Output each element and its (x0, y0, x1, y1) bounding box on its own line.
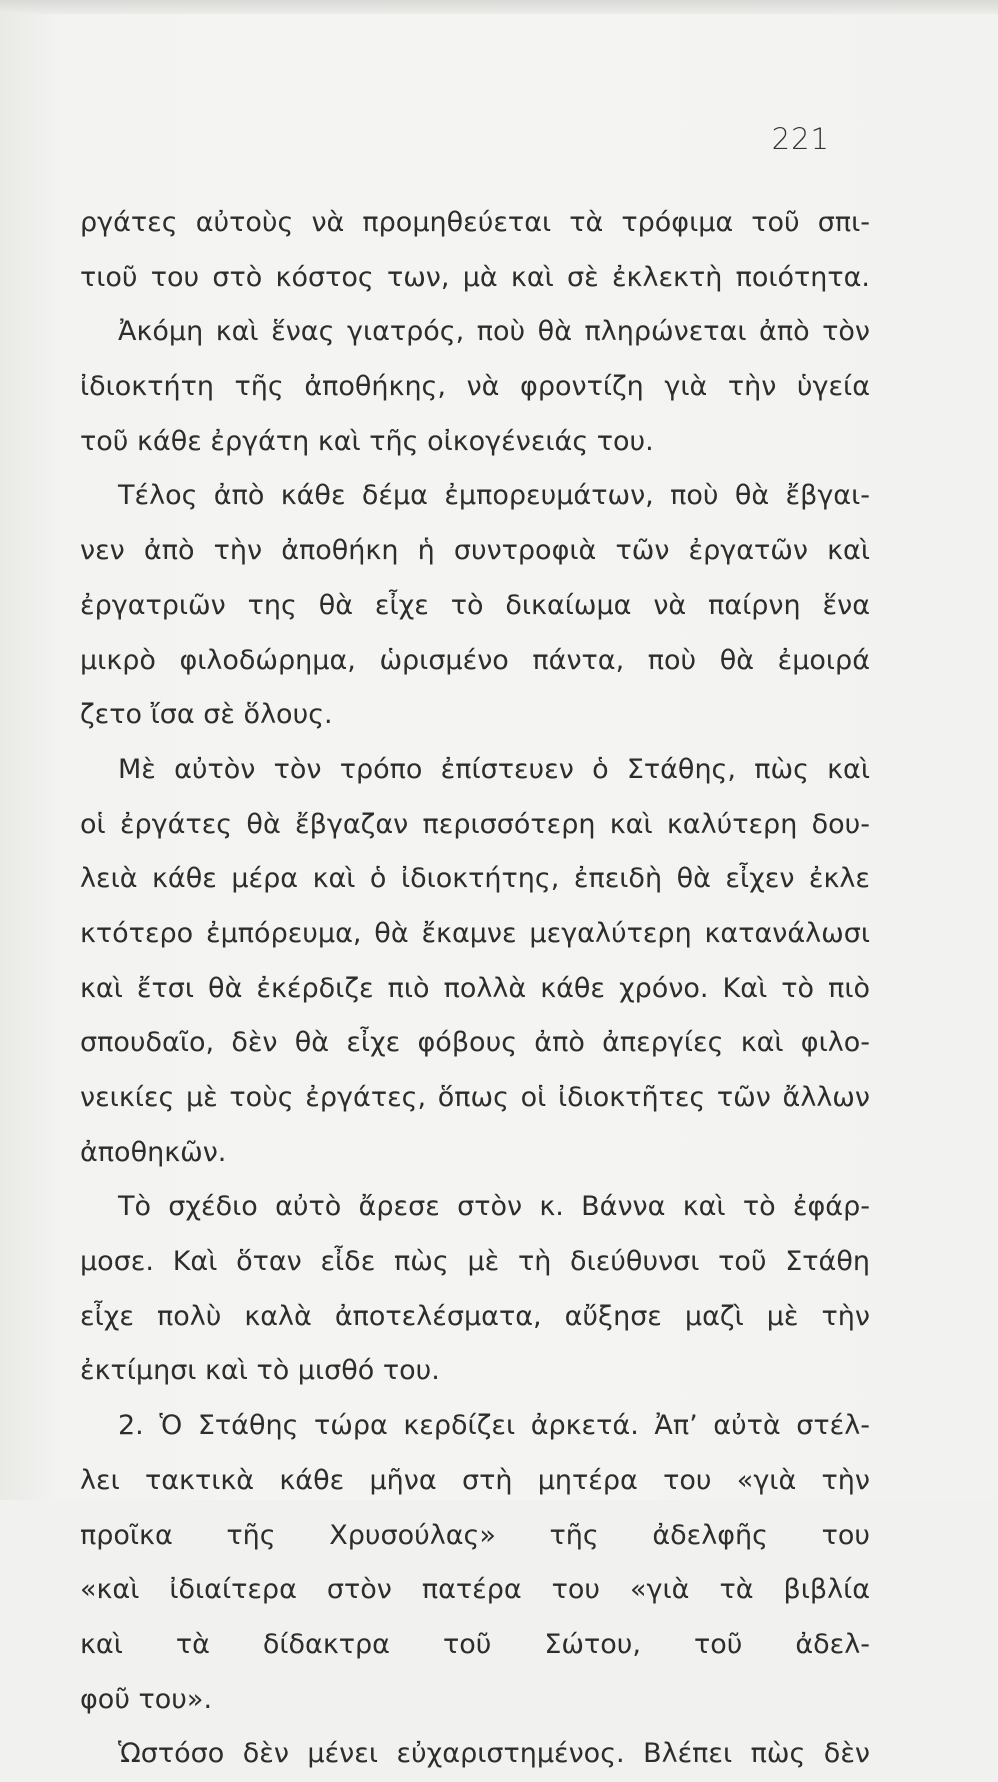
text-line: ἀποθηκῶν. (80, 1136, 227, 1168)
text-line: 2. Ὁ Στάθης τώρα κερδίζει ἀρκετά. Ἀπ’ αὐτὰ στέλ- (118, 1410, 870, 1442)
text-line: λει τακτικὰ κάθε μῆνα στὴ μητέρα του «γιὰ τὴν (80, 1464, 870, 1496)
text-line: προῖκα τῆς Χρυσούλας» τῆς ἀδελφῆς του (80, 1519, 870, 1551)
text-line: καὶ τὰ δίδακτρα τοῦ Σώτου, τοῦ ἀδελ- (80, 1628, 870, 1660)
text-line: νεικίες μὲ τοὺς ἐργάτες, ὅπως οἱ ἰδιοκτῆτες τῶν ἄλλων (80, 1082, 870, 1113)
text-line: οἱ ἐργάτες θὰ ἔβγαζαν περισσότερη καὶ καλύτερη δου- (80, 808, 870, 840)
page-top-edge (0, 0, 998, 14)
text-line: τοῦ κάθε ἐργάτη καὶ τῆς οἰκογένειάς του. (80, 425, 654, 457)
text-line: «καὶ ἰδιαίτερα στὸν πατέρα του «γιὰ τὰ βιβλία (80, 1574, 870, 1606)
text-line: Τέλος ἀπὸ κάθε δέμα ἐμπορευμάτων, ποὺ θὰ ἔβγαι- (118, 480, 870, 512)
text-line: μοσε. Καὶ ὅταν εἶδε πὼς μὲ τὴ διεύθυνσι τοῦ Στάθη (80, 1246, 870, 1278)
text-line: καὶ ἔτσι θὰ ἐκέρδιζε πιὸ πολλὰ κάθε χρόνο. Καὶ τὸ πιὸ (80, 972, 870, 1004)
text-line: Μὲ αὐτὸν τὸν τρόπο ἐπίστευεν ὁ Στάθης, πὼς καὶ (118, 753, 870, 785)
text-line: μικρὸ φιλοδώρημα, ὡρισμένο πάντα, ποὺ θὰ ἐμοιρά (80, 644, 870, 676)
text-line: ργάτες αὐτοὺς νὰ προμηθεύεται τὰ τρόφιμα τοῦ σπι- (80, 207, 870, 238)
text-line: Τὸ σχέδιο αὐτὸ ἄρεσε στὸν κ. Βάννα καὶ τὸ ἐφάρ- (118, 1191, 870, 1223)
text-line: ἰδιοκτήτη τῆς ἀποθήκης, νὰ φροντίζη γιὰ τὴν ὑγεία (80, 371, 870, 403)
text-line: εἶχε πολὺ καλὰ ἀποτελέσματα, αὔξησε μαζὶ μὲ τὴν (80, 1300, 870, 1332)
text-line: τιοῦ του στὸ κόστος των, μὰ καὶ σὲ ἐκλεκτὴ ποιότητα. (80, 261, 870, 293)
text-line: νεν ἀπὸ τὴν ἀποθήκη ἡ συντροφιὰ τῶν ἐργατῶν καὶ (80, 535, 870, 567)
text-line: κτότερο ἐμπόρευμα, θὰ ἔκαμνε μεγαλύτερη κατανάλωσι (80, 917, 870, 949)
text-line: Ὡστόσο δὲν μένει εὐχαριστημένος. Βλέπει πὼς δὲν (118, 1738, 870, 1770)
body-text (80, 196, 870, 1782)
text-line: ζετο ἴσα σὲ ὅλους. (80, 699, 333, 731)
text-line: λειὰ κάθε μέρα καὶ ὁ ἰδιοκτήτης, ἐπειδὴ θὰ εἶχεν ἐκλε (80, 863, 870, 895)
text-line: Ἀκόμη καὶ ἕνας γιατρός, ποὺ θὰ πληρώνεται ἀπὸ τὸν (118, 316, 870, 348)
text-line: σπουδαῖο, δὲν θὰ εἶχε φόβους ἀπὸ ἀπεργίες καὶ φιλο- (80, 1027, 870, 1059)
page-number: 221 (771, 122, 830, 156)
text-line: φοῦ του». (80, 1683, 213, 1715)
text-line: ἐκτίμησι καὶ τὸ μισθό του. (80, 1355, 440, 1387)
text-line: ἐργατριῶν της θὰ εἶχε τὸ δικαίωμα νὰ παίρνη ἕνα (80, 589, 870, 621)
